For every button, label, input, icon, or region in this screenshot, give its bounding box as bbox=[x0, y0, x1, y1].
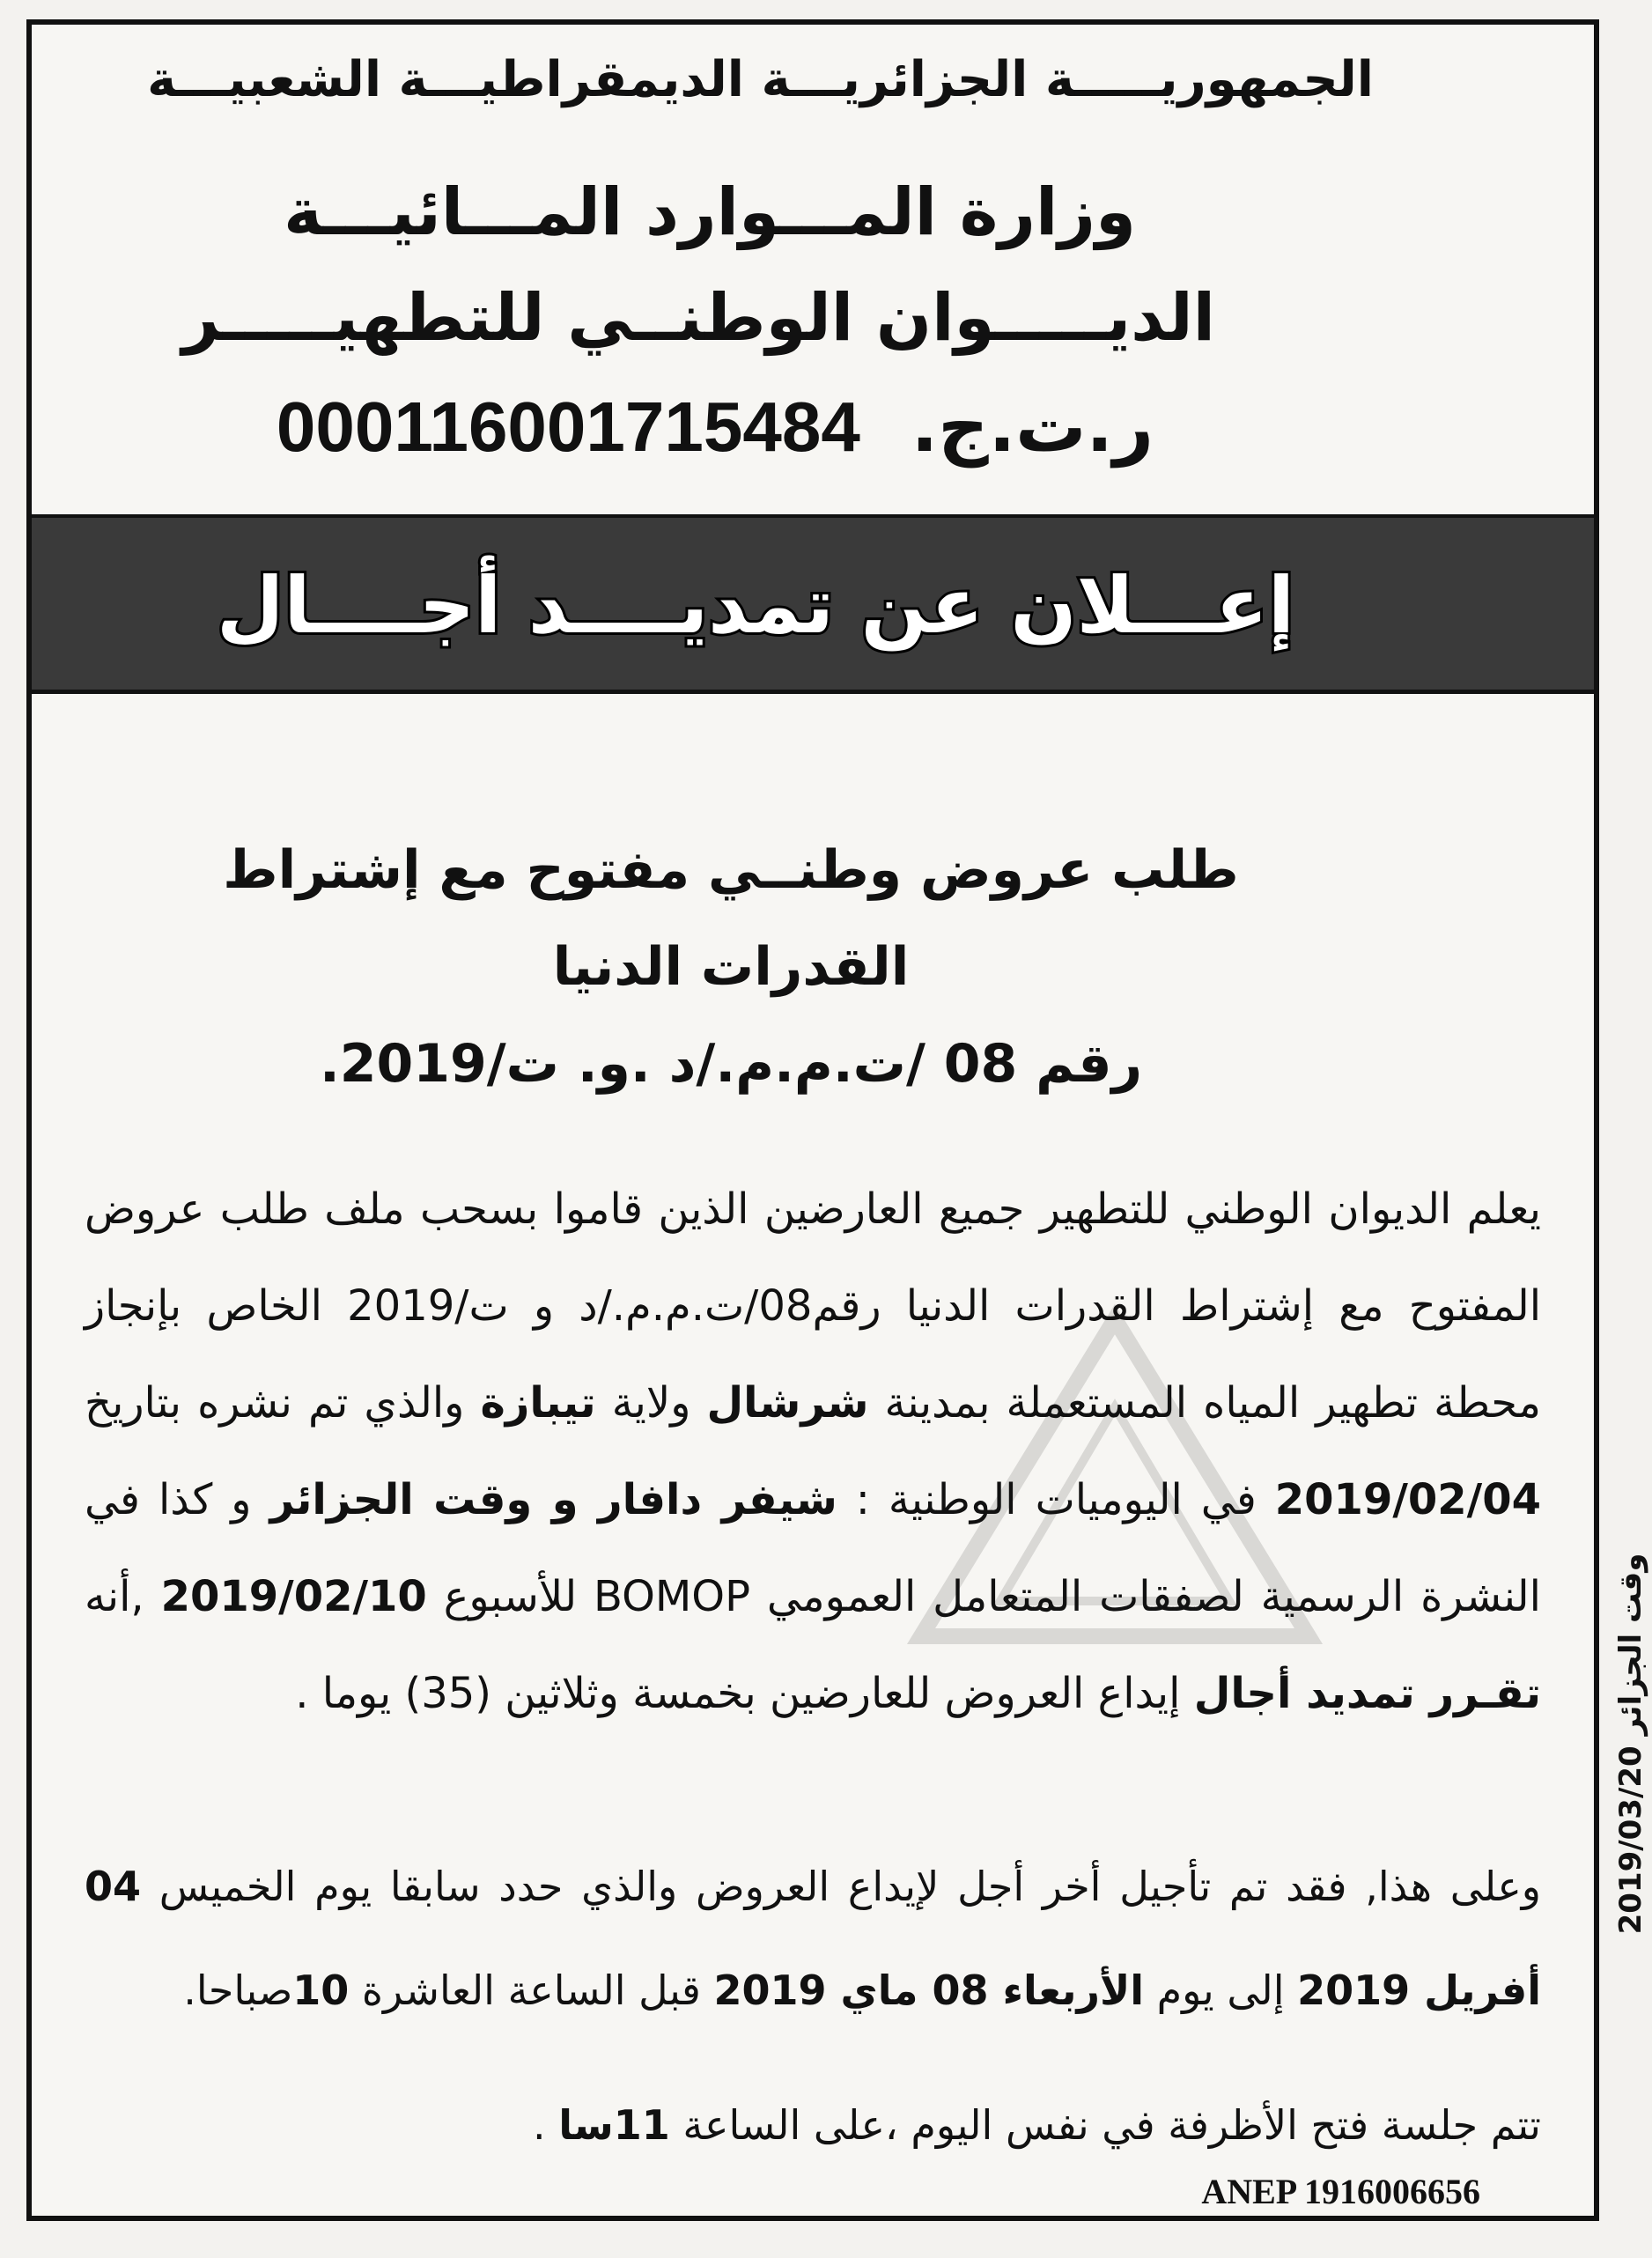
tender-line-1: طلب عروض وطنــي مفتوح مع إشتراط القدرات الدنيا bbox=[223, 839, 1239, 998]
p1-decided: تقـرر تمديد أجال bbox=[1193, 1669, 1541, 1718]
paragraph-main bbox=[85, 1161, 1541, 1742]
p2-text-b: إلى يوم bbox=[1144, 1967, 1298, 2014]
paragraph-postponement bbox=[85, 1834, 1541, 2042]
p2-date-old: 04 أفريل 2019 bbox=[85, 1863, 1541, 2014]
p2-hour: 10 bbox=[292, 1967, 350, 2014]
side-date-text: وقت الجزائر 2019/03/20 bbox=[1613, 1553, 1648, 1935]
registration-label: ر.ت.ج. bbox=[911, 386, 1154, 468]
p1-text-a: يعلم الديوان الوطني للتطهير جميع العارضين الذين قاموا بسحب ملف طلب عروض المفتوح مع إشتراط القدرات الدنيا رقم08/ت.م.م./د و ت/2019 الخاص بإنجاز محطة تطهير المياه المستعملة بمدينة bbox=[85, 1184, 1542, 1428]
ministry-name: وزارة المـــوارد المـــائيـــة bbox=[284, 174, 1136, 250]
p3-hour: 11سا bbox=[558, 2101, 670, 2149]
p1-text-f: ,أنه bbox=[85, 1572, 161, 1621]
side-date-stamp bbox=[1604, 1515, 1652, 1973]
p2-text-c: قبل الساعة العاشرة bbox=[349, 1967, 714, 2014]
p1-wilaya: تيبازة bbox=[480, 1378, 596, 1428]
announcement-title: إعـــلان عن تمديــــد أجــــال bbox=[216, 560, 1294, 651]
paragraph-opening-session bbox=[85, 2085, 1541, 2165]
p3-text-a: تتم جلسة فتح الأظرفة في نفس اليوم ،على الساعة bbox=[669, 2101, 1541, 2149]
p2-text-d: صباحا. bbox=[183, 1967, 293, 2014]
p1-city: شرشال bbox=[706, 1378, 869, 1428]
p1-date-1: 2019/02/04 bbox=[1274, 1475, 1541, 1524]
p1-text-d: في اليوميات الوطنية : bbox=[837, 1475, 1275, 1524]
p1-text-c: والذي تم نشره بتاريخ bbox=[85, 1378, 481, 1428]
office-name: الديـــــوان الوطنــي للتطهيـــــر bbox=[181, 280, 1215, 356]
p3-text-b: . bbox=[532, 2101, 559, 2149]
p2-text-a: وعلى هذا, فقد تم تأجيل أخر أجل لإيداع العروض والذي حدد سابقا يوم الخميس bbox=[141, 1863, 1541, 1910]
header-block bbox=[32, 25, 1594, 518]
registration-line bbox=[277, 386, 1154, 468]
p1-text-g: إيداع العروض للعارضين بخمسة وثلاثين (35) يوما . bbox=[295, 1669, 1194, 1718]
title-banner bbox=[32, 518, 1594, 694]
p1-text-b: ولاية bbox=[595, 1378, 707, 1428]
announcement-frame bbox=[26, 19, 1599, 2221]
tender-reference bbox=[114, 822, 1347, 1112]
p2-date-new: الأربعاء 08 ماي 2019 bbox=[713, 1967, 1145, 2014]
p1-newspapers: شيفر دافار و وقت الجزائر bbox=[269, 1475, 837, 1524]
republic-title: الجمهوريـــــة الجزائريـــة الديمقراطيـــة الشعبيـــة bbox=[147, 51, 1374, 108]
p1-date-2: 2019/02/10 bbox=[160, 1572, 427, 1621]
p1-text-e: و كذا في النشرة الرسمية لصفقات المتعامل العمومي BOMOP للأسبوع bbox=[85, 1475, 1541, 1621]
registration-number: 000116001715484 bbox=[276, 387, 860, 466]
anep-reference: ANEP 1916006656 bbox=[1180, 2169, 1501, 2214]
tender-line-2: رقم 08 /ت.م.م./د .و. ت/2019. bbox=[319, 1033, 1143, 1095]
